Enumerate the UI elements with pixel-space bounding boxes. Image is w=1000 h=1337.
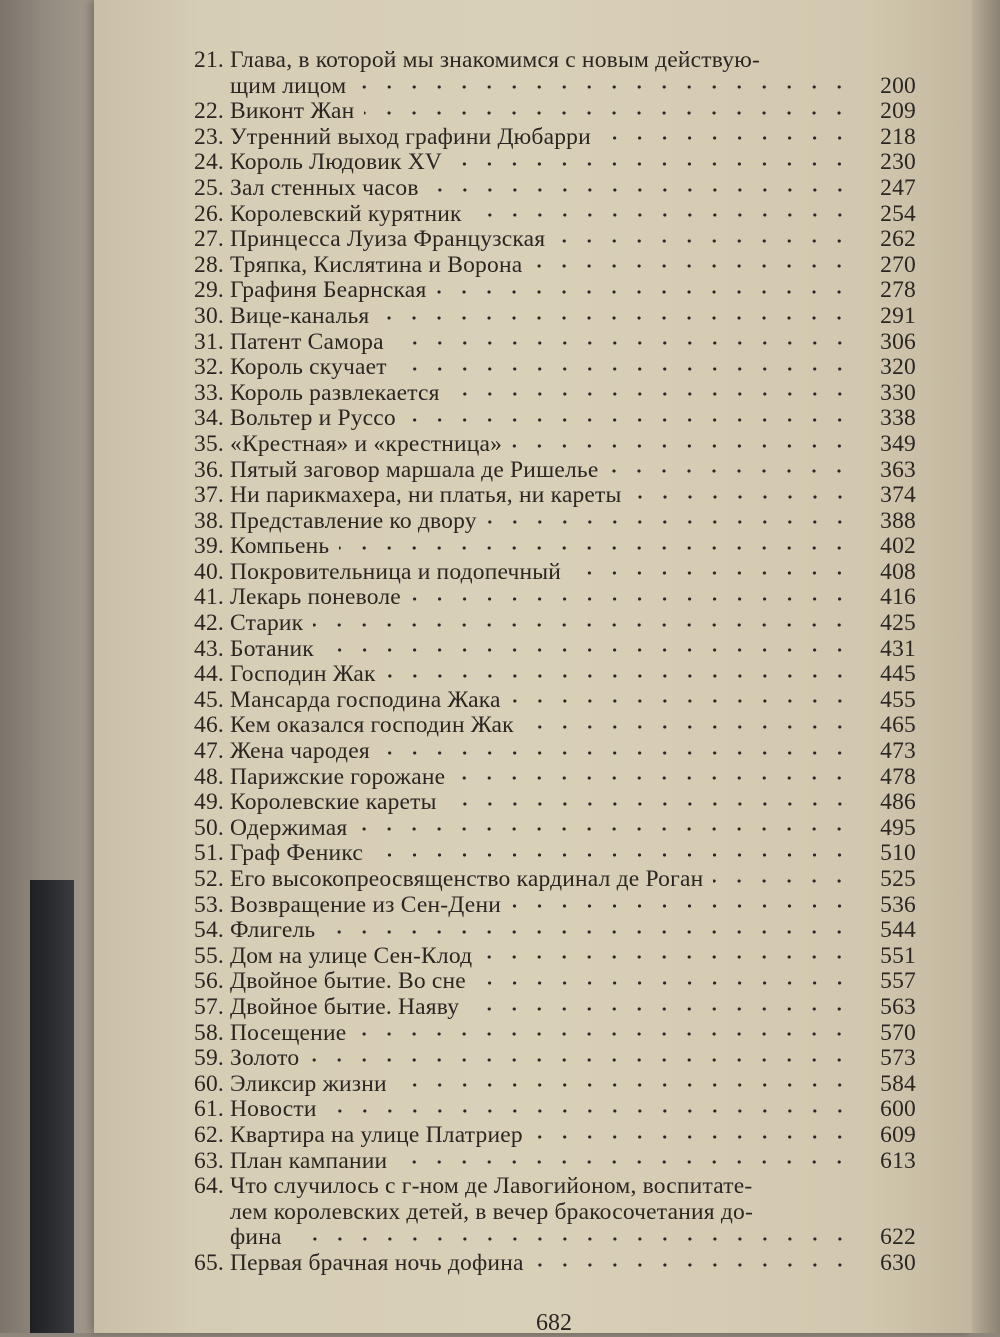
toc-chapter-title: Первая брачная ночь дофина	[230, 1249, 524, 1276]
toc-entry	[94, 790, 972, 816]
toc-chapter-title: Двойное бытие. Во сне	[230, 968, 466, 995]
toc-chapter-title: Графиня Беарнская	[230, 277, 427, 304]
toc-chapter-number: 65.	[194, 1249, 224, 1276]
toc-chapter-number: 51.	[194, 840, 224, 867]
toc-page-number: 431	[880, 635, 916, 662]
toc-chapter-title: План кампании	[230, 1147, 388, 1174]
toc-page-number: 209	[880, 98, 916, 125]
toc-chapter-number: 28.	[194, 251, 224, 278]
toc-chapter-number: 21.	[194, 47, 224, 73]
toc-chapter-number: 37.	[194, 482, 224, 509]
toc-chapter-title: Господин Жак	[230, 661, 376, 688]
toc-chapter-title: Ботаник	[230, 635, 314, 662]
toc-chapter-number: 53.	[194, 891, 224, 918]
toc-leader-dots	[534, 1255, 852, 1275]
toc-entry	[94, 176, 972, 202]
toc-leader-dots	[472, 205, 852, 225]
toc-leader-dots	[397, 1152, 852, 1172]
table-of-contents	[94, 48, 972, 1277]
toc-chapter-title: Дом на улице Сен-Клод	[230, 942, 473, 969]
toc-entry	[94, 99, 972, 125]
toc-chapter-title: Новости	[230, 1096, 317, 1123]
toc-entry	[94, 816, 972, 842]
toc-leader-dots	[601, 128, 852, 148]
toc-chapter-title: Король Людовик XV	[230, 149, 443, 176]
toc-chapter-number: 58.	[194, 1019, 224, 1046]
toc-chapter-number: 30.	[194, 302, 224, 329]
toc-leader-dots	[482, 947, 852, 967]
toc-leader-dots	[313, 615, 852, 635]
toc-chapter-title: Вице-каналья	[230, 302, 370, 329]
toc-page-number: 291	[880, 302, 916, 329]
toc-entry	[94, 713, 972, 739]
toc-chapter-number: 56.	[194, 968, 224, 995]
toc-leader-dots	[533, 1127, 852, 1147]
toc-leader-dots	[532, 256, 852, 276]
toc-chapter-title: Парижские горожане	[230, 763, 446, 790]
toc-leader-dots	[327, 1101, 852, 1121]
toc-chapter-title: Кем оказался господин Жак	[230, 712, 514, 739]
toc-page-number: 551	[880, 942, 916, 969]
toc-entry	[94, 304, 972, 330]
toc-chapter-title: Принцесса Луиза Французская	[230, 226, 546, 253]
toc-chapter-title: Ни парикмахера, ни платья, ни кареты	[230, 482, 622, 509]
toc-chapter-number: 55.	[194, 942, 224, 969]
toc-entry	[94, 432, 972, 458]
toc-page-number: 613	[880, 1147, 916, 1174]
toc-page-number: 338	[880, 405, 916, 432]
toc-chapter-title: «Крестная» и «крестница»	[230, 430, 503, 457]
toc-entry	[94, 1097, 972, 1123]
toc-leader-dots	[429, 180, 852, 200]
toc-chapter-title: Тряпка, Кислятина и Ворона	[230, 251, 523, 278]
toc-chapter-number: 27.	[194, 226, 224, 253]
toc-leader-dots	[555, 231, 852, 251]
toc-chapter-number: 50.	[194, 814, 224, 841]
toc-chapter-title: Компьень	[230, 533, 330, 560]
toc-leader-dots	[469, 999, 852, 1019]
toc-page-number: 349	[880, 430, 916, 457]
toc-chapter-title: Королевский курятник	[230, 200, 462, 227]
toc-leader-dots	[380, 743, 852, 763]
toc-page-number: 218	[880, 123, 916, 150]
toc-page-number: 570	[880, 1019, 916, 1046]
toc-chapter-number: 34.	[194, 405, 224, 432]
toc-chapter-title: Его высокопреосвященство кардинал де Роган	[230, 866, 704, 892]
toc-leader-dots	[455, 768, 852, 788]
toc-chapter-title: Утренний выход графини Дюбарри	[230, 123, 591, 150]
toc-chapter-title: Что случилось с г-ном де Лавогийоном, воспитате- лем королевских детей, в вечер бракосочетания до- фина	[230, 1173, 753, 1251]
toc-page-number: 455	[880, 686, 916, 713]
toc-page-number: 270	[880, 251, 916, 278]
toc-page-number: 247	[880, 174, 916, 201]
toc-leader-dots	[524, 717, 852, 737]
toc-leader-dots	[356, 77, 852, 97]
toc-entry	[94, 765, 972, 791]
toc-entry	[94, 1251, 972, 1277]
toc-entry	[94, 534, 972, 560]
toc-page-number: 563	[880, 993, 916, 1020]
book-page	[94, 0, 972, 1336]
toc-chapter-number: 25.	[194, 174, 224, 201]
toc-page-number: 584	[880, 1070, 916, 1097]
toc-leader-dots	[713, 871, 852, 891]
toc-page-number: 254	[880, 200, 916, 227]
toc-chapter-title: Золото	[230, 1045, 300, 1072]
toc-chapter-title: Виконт Жан	[230, 98, 355, 125]
toc-entry	[94, 202, 972, 228]
toc-entry	[94, 227, 972, 253]
toc-leader-dots	[364, 103, 852, 123]
toc-entry	[94, 662, 972, 688]
toc-page-number: 363	[880, 456, 916, 483]
toc-chapter-number: 46.	[194, 712, 224, 739]
toc-leader-dots	[608, 461, 852, 481]
toc-chapter-number: 49.	[194, 789, 224, 816]
toc-entry	[94, 330, 972, 356]
toc-chapter-title: Посещение	[230, 1019, 347, 1046]
toc-entry	[94, 688, 972, 714]
toc-entry	[94, 509, 972, 535]
toc-leader-dots	[512, 436, 852, 456]
toc-page-number: 510	[880, 840, 916, 867]
toc-leader-dots	[292, 1229, 852, 1249]
toc-chapter-title: Одержимая	[230, 814, 348, 841]
toc-chapter-number: 22.	[194, 98, 224, 125]
toc-leader-dots	[379, 308, 852, 328]
toc-entry	[94, 585, 972, 611]
toc-chapter-title: Патент Самора	[230, 328, 384, 355]
toc-chapter-number: 23.	[194, 123, 224, 150]
toc-entry	[94, 841, 972, 867]
toc-chapter-title: Квартира на улице Платриер	[230, 1121, 523, 1148]
toc-page-number: 622	[880, 1224, 916, 1251]
toc-chapter-number: 43.	[194, 635, 224, 662]
toc-chapter-number: 48.	[194, 763, 224, 790]
toc-chapter-number: 60.	[194, 1070, 224, 1097]
toc-entry	[94, 1072, 972, 1098]
toc-chapter-title: Двойное бытие. Наяву	[230, 993, 460, 1020]
toc-entry	[94, 995, 972, 1021]
toc-leader-dots	[406, 410, 852, 430]
toc-leader-dots	[325, 922, 852, 942]
toc-entry	[94, 969, 972, 995]
toc-chapter-number: 57.	[194, 993, 224, 1020]
toc-entry	[94, 1149, 972, 1175]
toc-chapter-number: 45.	[194, 686, 224, 713]
toc-entry	[94, 867, 972, 893]
toc-page-number: 573	[880, 1045, 916, 1072]
toc-chapter-number: 47.	[194, 738, 224, 765]
toc-chapter-title: Зал стенных часов	[230, 174, 419, 201]
toc-page-number: 306	[880, 328, 916, 355]
toc-page-number: 495	[880, 814, 916, 841]
toc-page-number: 525	[880, 866, 916, 892]
toc-chapter-number: 61.	[194, 1096, 224, 1123]
page-number-folio: 682	[536, 1310, 572, 1336]
toc-leader-dots	[373, 845, 852, 865]
toc-page-number: 402	[880, 533, 916, 560]
toc-page-number: 230	[880, 149, 916, 176]
toc-entry	[94, 1174, 972, 1251]
toc-page-number: 200	[880, 72, 916, 99]
toc-entry	[94, 918, 972, 944]
toc-chapter-number: 39.	[194, 533, 224, 560]
toc-page-number: 374	[880, 482, 916, 509]
toc-chapter-number: 54.	[194, 917, 224, 944]
toc-chapter-number: 63.	[194, 1147, 224, 1174]
toc-leader-dots	[394, 333, 852, 353]
toc-chapter-number: 42.	[194, 610, 224, 637]
toc-leader-dots	[447, 794, 852, 814]
toc-entry	[94, 253, 972, 279]
toc-chapter-title: Вольтер и Руссо	[230, 405, 396, 432]
toc-leader-dots	[450, 384, 852, 404]
toc-entry	[94, 483, 972, 509]
toc-page-number: 478	[880, 763, 916, 790]
toc-chapter-number: 52.	[194, 866, 224, 892]
toc-chapter-number: 59.	[194, 1045, 224, 1072]
toc-chapter-title: Глава, в которой мы знакомимся с новым действую- щим лицом	[230, 47, 760, 99]
toc-leader-dots	[476, 973, 852, 993]
toc-chapter-title: Эликсир жизни	[230, 1070, 387, 1097]
toc-chapter-title: Представление ко двору	[230, 507, 477, 534]
toc-leader-dots	[357, 819, 852, 839]
book-cover-edge	[30, 880, 74, 1333]
toc-entry	[94, 739, 972, 765]
toc-leader-dots	[511, 691, 852, 711]
toc-page-number: 416	[880, 584, 916, 611]
toc-chapter-title: Старик	[230, 610, 304, 637]
toc-chapter-number: 31.	[194, 328, 224, 355]
toc-entry	[94, 458, 972, 484]
toc-entry	[94, 637, 972, 663]
toc-chapter-number: 64.	[194, 1173, 224, 1200]
toc-chapter-number: 62.	[194, 1121, 224, 1148]
toc-page-number: 544	[880, 917, 916, 944]
toc-leader-dots	[309, 1050, 852, 1070]
toc-leader-dots	[356, 1024, 852, 1044]
toc-chapter-number: 24.	[194, 149, 224, 176]
toc-leader-dots	[571, 563, 852, 583]
toc-chapter-number: 36.	[194, 456, 224, 483]
toc-entry	[94, 150, 972, 176]
toc-chapter-title: Возвращение из Сен-Дени	[230, 891, 501, 918]
toc-chapter-title: Флигель	[230, 917, 316, 944]
toc-chapter-title: Лекарь поневоле	[230, 584, 401, 611]
toc-leader-dots	[397, 1075, 852, 1095]
toc-chapter-title: Мансарда господина Жака	[230, 686, 501, 713]
toc-chapter-title: Граф Феникс	[230, 840, 363, 867]
toc-entry	[94, 278, 972, 304]
toc-page-number: 557	[880, 968, 916, 995]
toc-leader-dots	[452, 154, 852, 174]
toc-leader-dots	[487, 512, 852, 532]
toc-entry	[94, 381, 972, 407]
toc-chapter-number: 40.	[194, 558, 224, 585]
toc-chapter-title: Пятый заговор маршала де Ришелье	[230, 456, 599, 483]
page-edge	[972, 0, 1000, 1333]
toc-entry	[94, 944, 972, 970]
toc-entry	[94, 406, 972, 432]
toc-page-number: 330	[880, 379, 916, 406]
toc-page-number: 465	[880, 712, 916, 739]
toc-chapter-title: Жена чародея	[230, 738, 370, 765]
toc-leader-dots	[397, 359, 852, 379]
toc-chapter-title: Король развлекается	[230, 379, 440, 406]
toc-page-number: 630	[880, 1249, 916, 1276]
toc-entry	[94, 355, 972, 381]
toc-chapter-number: 29.	[194, 277, 224, 304]
toc-leader-dots	[632, 487, 853, 507]
toc-chapter-number: 33.	[194, 379, 224, 406]
toc-entry	[94, 560, 972, 586]
toc-chapter-number: 38.	[194, 507, 224, 534]
toc-page-number: 425	[880, 610, 916, 637]
toc-leader-dots	[386, 666, 852, 686]
toc-page-number: 278	[880, 277, 916, 304]
toc-leader-dots	[339, 538, 852, 558]
toc-entry	[94, 1046, 972, 1072]
toc-chapter-number: 26.	[194, 200, 224, 227]
toc-page-number: 262	[880, 226, 916, 253]
toc-entry	[94, 611, 972, 637]
toc-leader-dots	[436, 282, 852, 302]
toc-page-number: 388	[880, 507, 916, 534]
toc-page-number: 600	[880, 1096, 916, 1123]
toc-page-number: 609	[880, 1121, 916, 1148]
toc-chapter-title: Королевские кареты	[230, 789, 437, 816]
toc-chapter-number: 44.	[194, 661, 224, 688]
toc-page-number: 473	[880, 738, 916, 765]
toc-page-number: 486	[880, 789, 916, 816]
toc-entry	[94, 893, 972, 919]
toc-leader-dots	[511, 896, 852, 916]
toc-entry	[94, 125, 972, 151]
toc-leader-dots	[324, 640, 852, 660]
toc-chapter-number: 32.	[194, 354, 224, 381]
toc-chapter-title: Покровительница и подопечный	[230, 558, 562, 585]
toc-entry	[94, 1021, 972, 1047]
toc-entry	[94, 1123, 972, 1149]
toc-chapter-number: 41.	[194, 584, 224, 611]
toc-page-number: 408	[880, 558, 916, 585]
toc-page-number: 320	[880, 354, 916, 381]
toc-chapter-number: 35.	[194, 430, 224, 457]
toc-leader-dots	[411, 589, 852, 609]
toc-page-number: 536	[880, 891, 916, 918]
toc-chapter-title: Король скучает	[230, 354, 387, 381]
toc-entry	[94, 48, 972, 99]
toc-page-number: 445	[880, 661, 916, 688]
